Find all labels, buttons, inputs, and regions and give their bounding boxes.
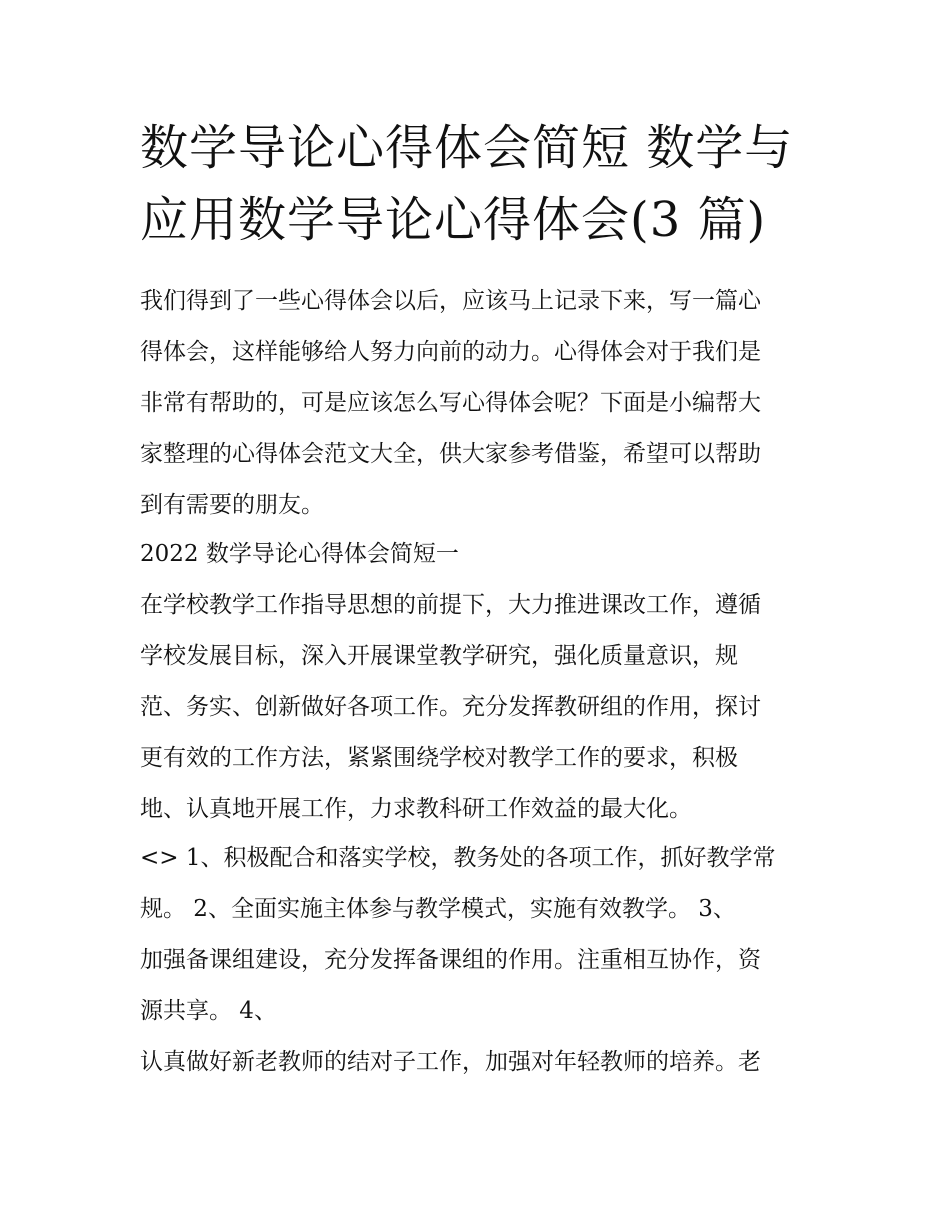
text-line: 在学校教学工作指导思想的前提下，大力推进课改工作，遵循 [140,592,761,618]
text-line: 认真做好新老教师的结对子工作，加强对年轻教师的培养。老 [140,1049,761,1075]
text-line: 非常有帮助的，可是应该怎么写心得体会呢？下面是小编帮大 [140,390,761,416]
section-heading-text: 2022 数学导论心得体会简短一 [140,541,459,567]
title-line: 数学导论心得体会简短 数学与 [140,120,794,176]
numbered-items-paragraph [140,833,820,1037]
intro-paragraph [140,276,820,531]
text-line: 我们得到了一些心得体会以后，应该马上记录下来，写一篇心 [140,288,761,314]
text-line: 得体会，这样能够给人努力向前的动力。心得体会对于我们是 [140,339,761,365]
document-title [140,112,830,256]
text-line: 学校发展目标，深入开展课堂教学研究，强化质量意识，规 [140,643,738,669]
text-line: 更有效的工作方法，紧紧围绕学校对教学工作的要求，积极 [140,745,738,771]
text-line: 范、务实、创新做好各项工作。充分发挥教研组的作用，探讨 [140,694,761,720]
text-line: 规。 2、全面实施主体参与教学模式，实施有效教学。 3、 [140,896,736,922]
section-heading [140,529,820,580]
text-line: 到有需要的朋友。 [140,492,324,518]
body-paragraph [140,1037,820,1088]
title-line: 应用数学导论心得体会(3 篇) [140,192,767,248]
text-line: 加强备课组建设，充分发挥备课组的作用。注重相互协作，资 [140,947,761,973]
body-paragraph [140,580,820,835]
text-line: 源共享。 4、 [140,998,277,1024]
text-line: 家整理的心得体会范文大全，供大家参考借鉴，希望可以帮助 [140,441,761,467]
text-line: <> 1、积极配合和落实学校，教务处的各项工作，抓好教学常 [140,845,776,871]
text-line: 地、认真地开展工作，力求教科研工作效益的最大化。 [140,796,692,822]
